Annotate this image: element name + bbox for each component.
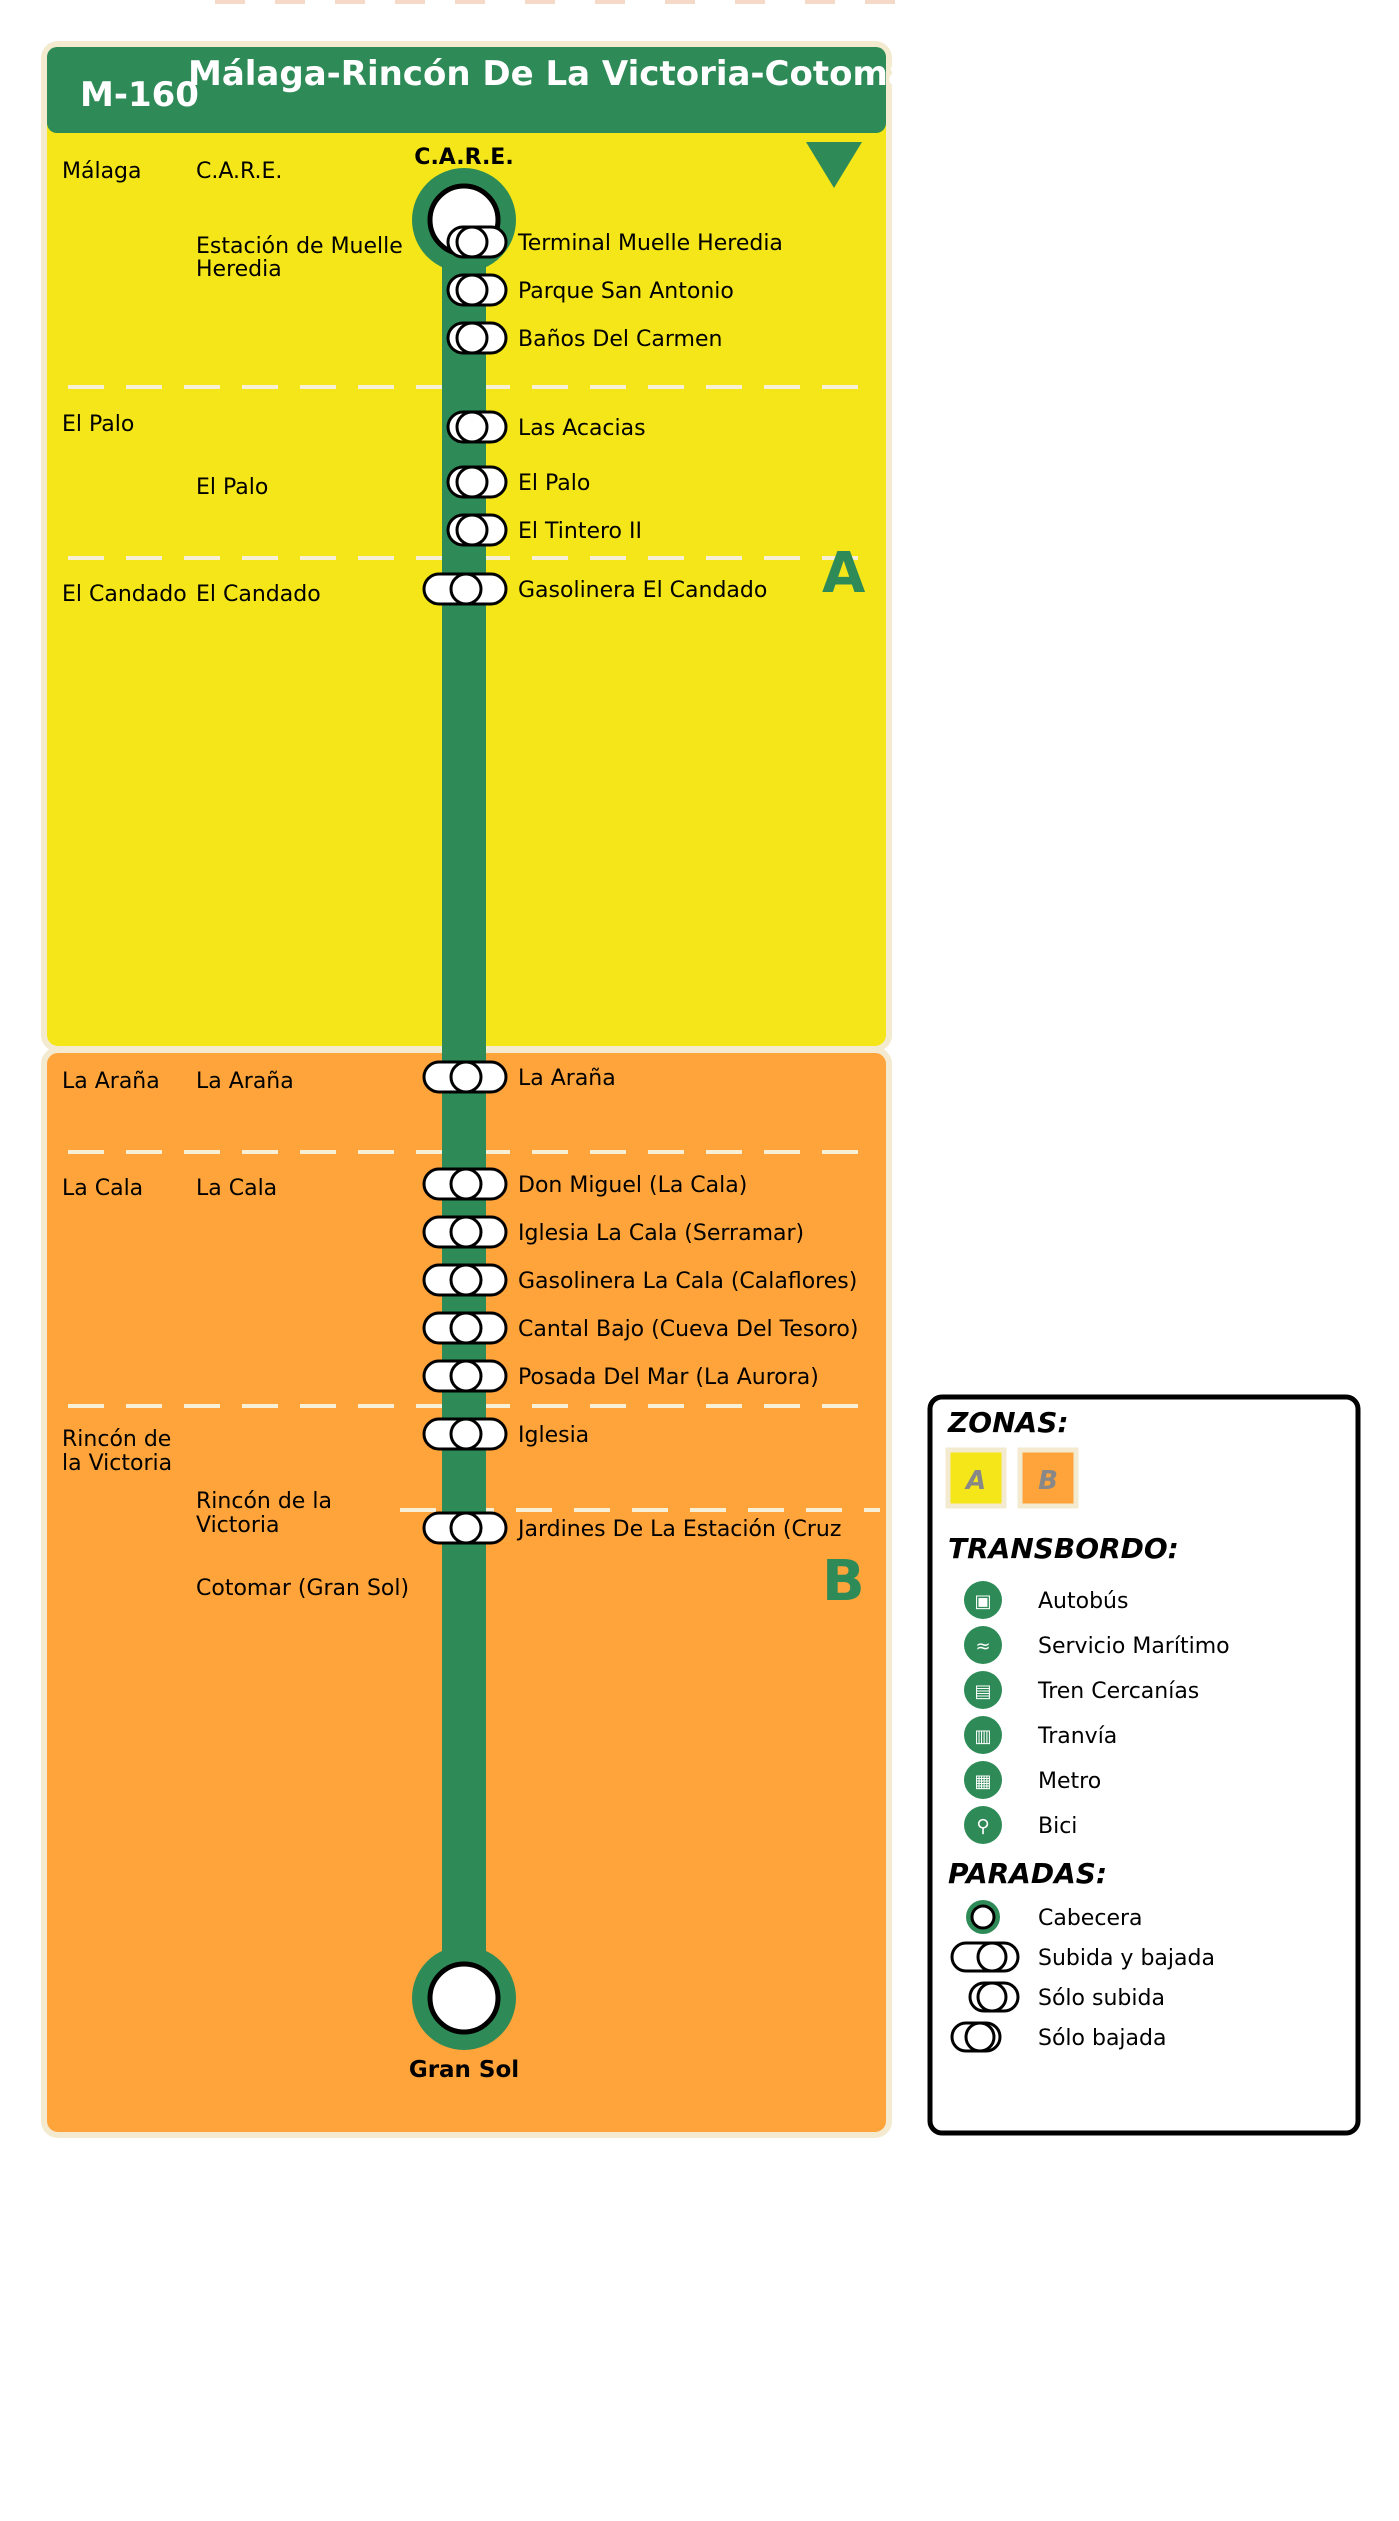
board-only-stop-icon bbox=[970, 1983, 1018, 2011]
legend-transbordo-label: Bici bbox=[1038, 1814, 1078, 1839]
stop-name: Jardines De La Estación (Cruz bbox=[518, 1517, 842, 1542]
stop-marker-icon bbox=[424, 1062, 506, 1092]
alight-only-stop-icon bbox=[952, 2023, 1000, 2051]
route-code: M-160 bbox=[80, 75, 199, 115]
stop-marker-icon bbox=[448, 323, 506, 353]
stop-name: La Araña bbox=[518, 1066, 616, 1091]
zone-a-label: A bbox=[822, 541, 866, 606]
stop-marker-icon bbox=[424, 1217, 506, 1247]
stop-marker-icon bbox=[448, 412, 506, 442]
ship-icon bbox=[964, 1626, 1002, 1664]
stop-marker-icon bbox=[424, 1419, 506, 1449]
stop-name: Las Acacias bbox=[518, 416, 646, 441]
town-label: la Victoria bbox=[62, 1451, 173, 1476]
bus-icon bbox=[964, 1581, 1002, 1619]
legend-transbordo-label: Metro bbox=[1038, 1769, 1102, 1794]
stop-marker-icon bbox=[424, 1169, 506, 1199]
legend-zonas-title: ZONAS: bbox=[948, 1406, 1069, 1439]
legend-transbordo-label: Tren Cercanías bbox=[1038, 1679, 1200, 1704]
locality-label: La Cala bbox=[196, 1176, 278, 1201]
town-label: Málaga bbox=[62, 159, 142, 184]
stop-marker-icon bbox=[424, 1265, 506, 1295]
locality-label: El Candado bbox=[196, 582, 321, 607]
town-label: La Cala bbox=[62, 1176, 144, 1201]
stop-marker-icon bbox=[448, 275, 506, 305]
route-name: Málaga-Rincón De La Victoria-Cotomar bbox=[188, 54, 928, 94]
train-icon bbox=[964, 1671, 1002, 1709]
board-alight-stop-icon bbox=[952, 1943, 1018, 1971]
svg-text:≈: ≈ bbox=[975, 1636, 991, 1657]
stop-marker-icon bbox=[448, 515, 506, 545]
locality-label: Victoria bbox=[196, 1513, 280, 1538]
svg-text:▣: ▣ bbox=[974, 1591, 992, 1612]
svg-text:▥: ▥ bbox=[974, 1726, 992, 1747]
stop-name: Parque San Antonio bbox=[518, 279, 734, 304]
stop-name: Baños Del Carmen bbox=[518, 327, 723, 352]
end-terminal-label: Gran Sol bbox=[408, 2057, 520, 2083]
stop-marker-icon bbox=[424, 1313, 506, 1343]
stop-name: Gasolinera El Candado bbox=[518, 578, 768, 603]
legend-parada-label: Sólo subida bbox=[1038, 1986, 1165, 2011]
legend-parada-label: Subida y bajada bbox=[1038, 1946, 1215, 1971]
stop-name: Terminal Muelle Heredia bbox=[518, 231, 783, 256]
legend-zone-b-label: B bbox=[1038, 1466, 1058, 1496]
end-terminal-icon bbox=[412, 1946, 516, 2050]
town-label: Rincón de bbox=[62, 1427, 172, 1452]
svg-text:▦: ▦ bbox=[974, 1771, 992, 1792]
legend-parada-label: Cabecera bbox=[1038, 1906, 1143, 1931]
stop-marker-icon bbox=[424, 1513, 506, 1543]
stop-name: El Palo bbox=[518, 471, 591, 496]
locality-label: Cotomar (Gran Sol) bbox=[196, 1576, 410, 1601]
locality-label: El Palo bbox=[196, 475, 269, 500]
stop-marker-icon bbox=[448, 467, 506, 497]
legend-transbordo-title: TRANSBORDO: bbox=[948, 1532, 1179, 1565]
stop-marker-icon bbox=[424, 1361, 506, 1391]
bicycle-icon bbox=[964, 1806, 1002, 1844]
stop-name: Iglesia La Cala (Serramar) bbox=[518, 1221, 805, 1246]
metro-icon bbox=[964, 1761, 1002, 1799]
tram-icon bbox=[964, 1716, 1002, 1754]
town-label: La Araña bbox=[62, 1069, 160, 1094]
legend-zone-a-label: A bbox=[965, 1466, 987, 1496]
svg-text:⚲: ⚲ bbox=[976, 1816, 990, 1837]
legend-parada-label: Sólo bajada bbox=[1038, 2026, 1167, 2051]
legend-transbordo-label: Autobús bbox=[1038, 1589, 1129, 1614]
locality-label: Heredia bbox=[196, 257, 282, 282]
stop-name: Posada Del Mar (La Aurora) bbox=[518, 1365, 819, 1390]
svg-text:▤: ▤ bbox=[974, 1681, 992, 1702]
locality-label: C.A.R.E. bbox=[196, 159, 283, 184]
stop-name: Iglesia bbox=[518, 1423, 590, 1448]
legend-transbordo-label: Servicio Marítimo bbox=[1038, 1634, 1230, 1659]
legend-paradas-title: PARADAS: bbox=[948, 1857, 1108, 1890]
zone-b-label: B bbox=[822, 1549, 865, 1614]
top-decoration bbox=[215, 0, 895, 4]
town-label: El Candado bbox=[62, 582, 187, 607]
stop-marker-icon bbox=[424, 574, 506, 604]
legend-transbordo-label: Tranvía bbox=[1038, 1724, 1118, 1749]
start-terminal-label: C.A.R.E. bbox=[414, 145, 514, 170]
terminal-stop-icon bbox=[966, 1900, 1000, 1934]
stop-name: Don Miguel (La Cala) bbox=[518, 1173, 748, 1198]
locality-label: La Araña bbox=[196, 1069, 294, 1094]
locality-label: Estación de Muelle bbox=[196, 234, 403, 259]
stop-name: El Tintero II bbox=[518, 519, 642, 544]
stop-marker-icon bbox=[448, 227, 506, 257]
locality-label: Rincón de la bbox=[196, 1489, 332, 1514]
town-label: El Palo bbox=[62, 412, 135, 437]
stop-name: Gasolinera La Cala (Calaflores) bbox=[518, 1269, 858, 1294]
stop-name: Cantal Bajo (Cueva Del Tesoro) bbox=[518, 1317, 859, 1342]
